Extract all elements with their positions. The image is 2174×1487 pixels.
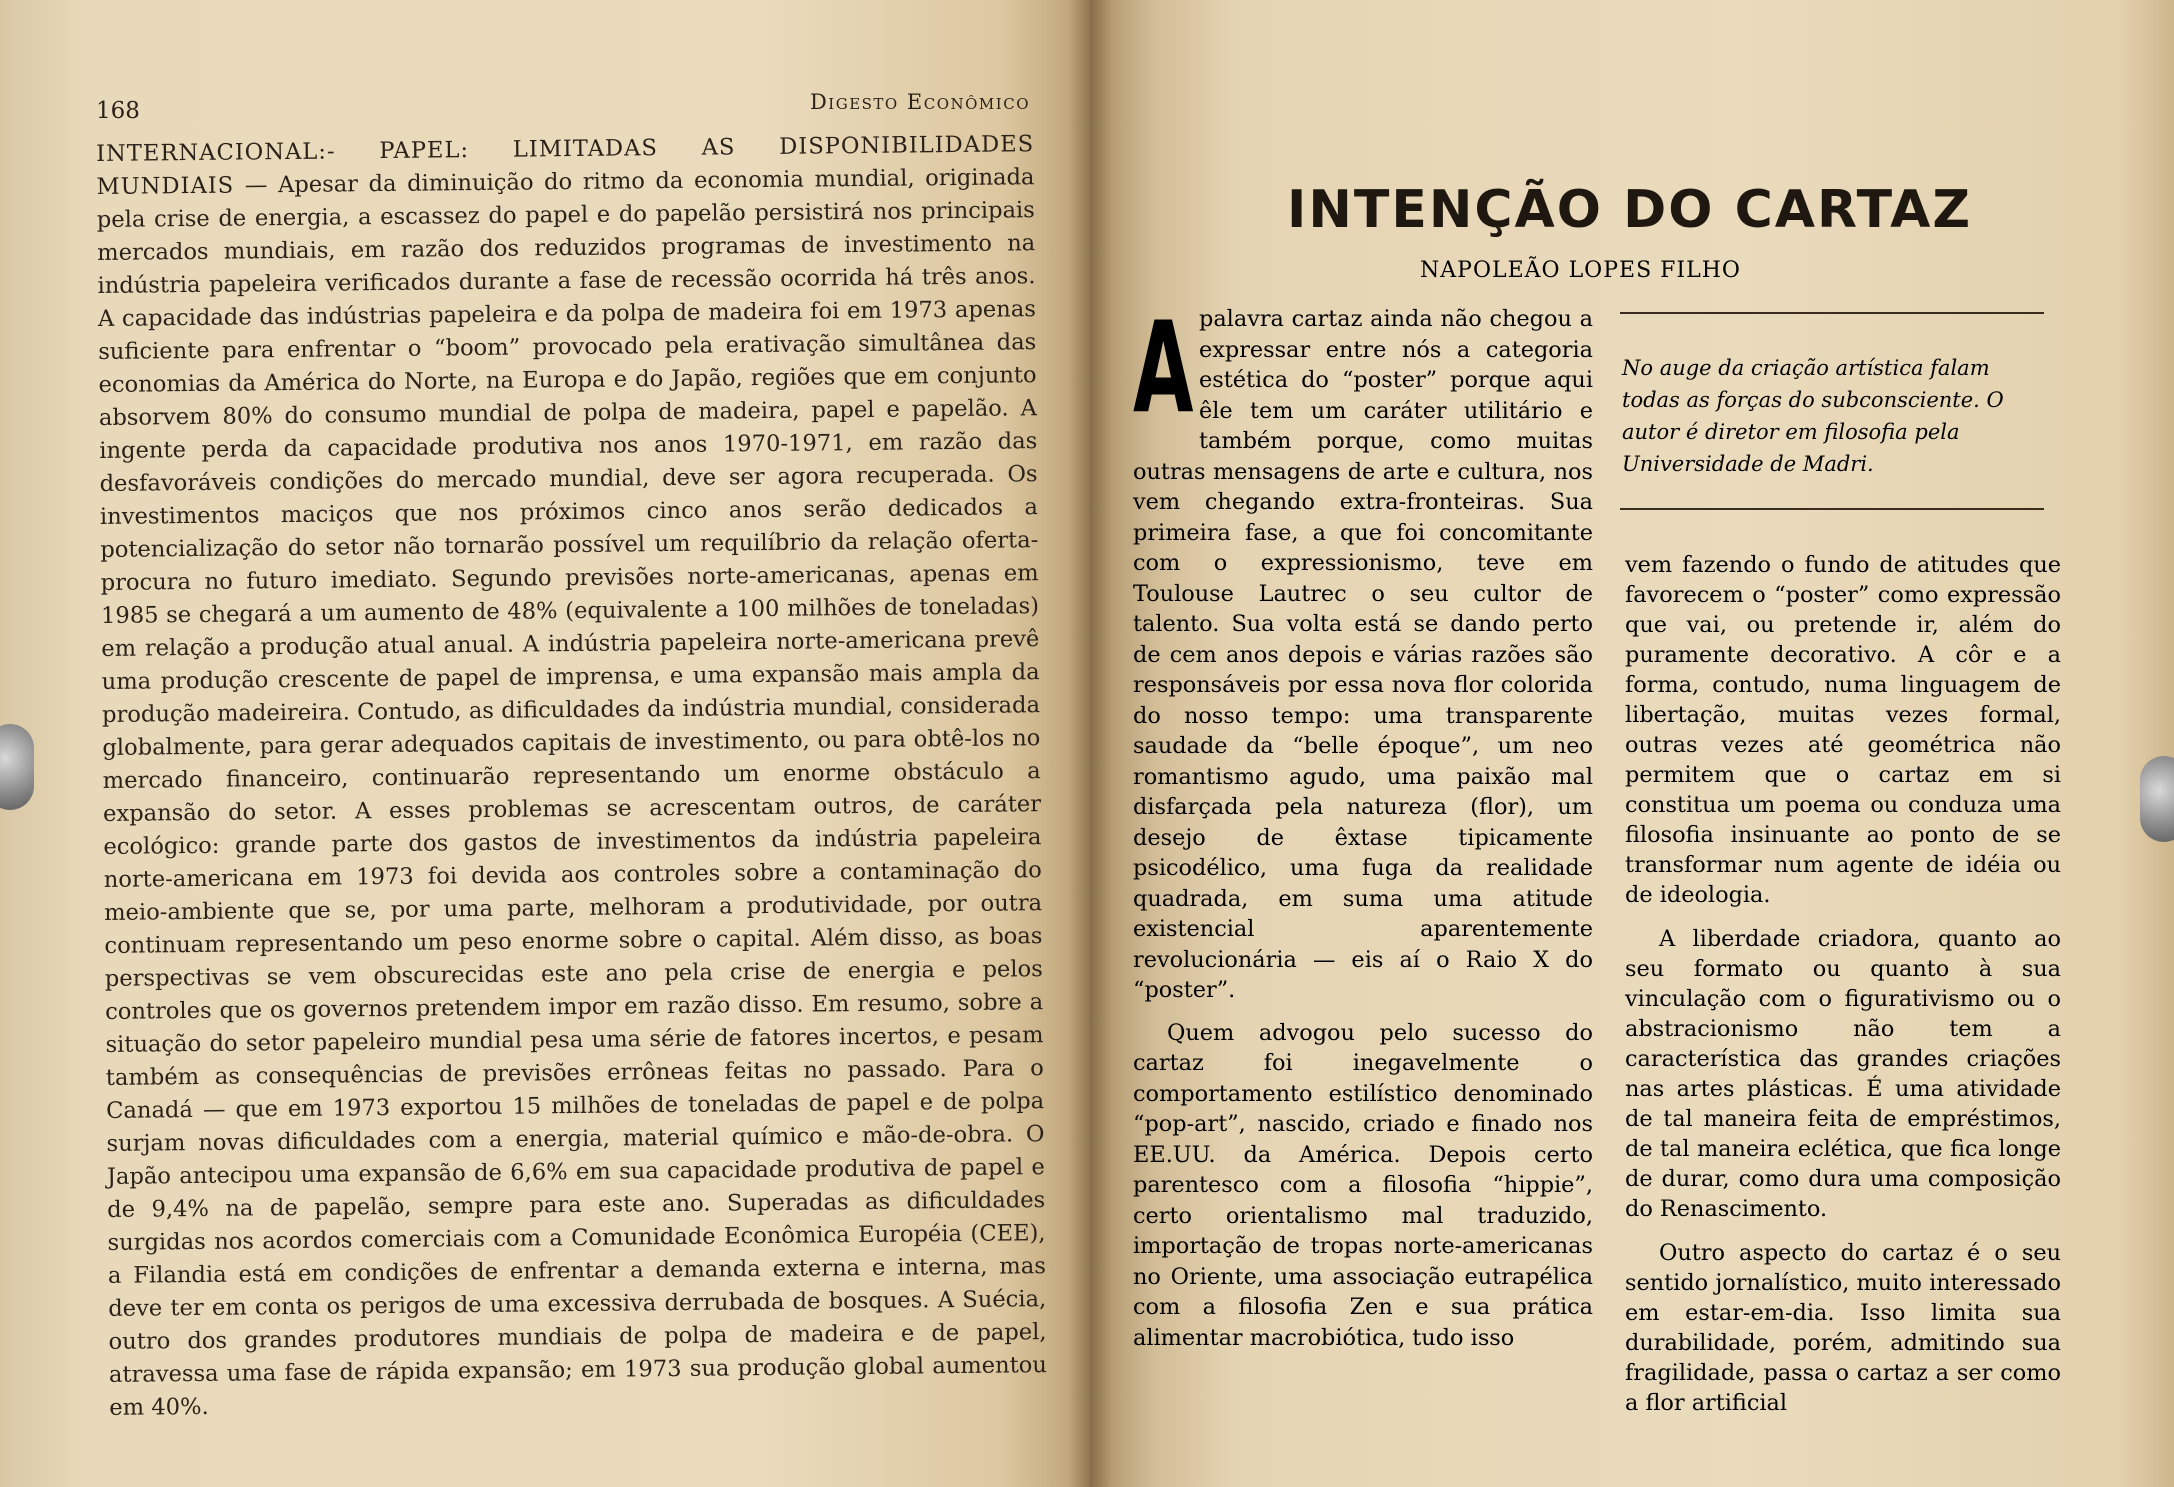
summary-rule-top <box>1620 312 2044 314</box>
summary-rule-bottom <box>1620 508 2044 510</box>
article-paragraph: Outro aspecto do cartaz é o seu sentido jornalístico, muito interessado em estar-em-dia. Isso limita sua durabilidade, porém, admitindo sua fragilidade, passa o cartaz a ser como a flor artificial <box>1625 1240 2061 1416</box>
article-column-1 <box>1133 294 1593 1353</box>
article-title: INTENÇÃO DO CARTAZ <box>1287 180 1973 240</box>
left-article-paragraph <box>96 128 1047 1425</box>
binding-clip <box>2140 756 2174 842</box>
drop-cap: A <box>1133 294 1194 441</box>
running-head: Digesto Econômico <box>809 90 1030 114</box>
page-number: 168 <box>96 98 140 124</box>
paragraph-text: palavra cartaz ainda não chegou a expressar entre nós a categoria estética do “poster” porque aqui êle tem um caráter utilitário e também porque, como muitas outras mensagens de arte e cultura, nos vem chegando extra-fronteiras. Sua primeira fase, a que foi concomitante com o expressionismo, teve em Toulouse Lautrec o seu cultor de talento. Sua volta está se dando perto de cem anos depois e várias razões são responsáveis por essa nova flor colorida do nosso tempo: uma transparente saudade da “belle époque”, um neo romantismo agudo, uma paixão mal disfarçada pela natureza (flor), um desejo de êxtase tipicamente psicodélico, uma fuga da realidade quadrada, em suma uma atitude existencial aparentemente revolucionária — eis aí o Raio X do “poster”. <box>1133 306 1593 1003</box>
left-article-body: — Apesar da diminuição do ritmo da economia mundial, originada pela crise de energia, a escassez do papel e do papelão persistirá nos principais mercados mundiais, em razão dos reduzidos programas de investimento na indústria papeleira verificados durante a fase de recessão ocorrida há três anos. A capacidade das indústrias papeleira e da polpa de madeira foi em 1973 apenas suficiente para enfrentar o “boom” provocado pela erativação simultânea das economias da América do Norte, na Europa e do Japão, regiões que em conjunto absorvem 80% do consumo mundial de polpa de madeira, papel e papelão. A ingente perda da capacidade produtiva nos anos 1970-1971, em razão das desfavoráveis condições do mercado mundial, deve ser agora recuperada. Os investimentos maciços que nos próximos cinco anos serão dedicados a potencialização do setor não tornarão possível um requilíbrio da relação oferta-procura no futuro imediato. Segundo previsões norte-americanas, apenas em 1985 se chegará a um aumento de 48% (equivalente a 100 milhões de toneladas) em relação a produção atual anual. A indústria papeleira norte-americana prevê uma produção crescente de papel de imprensa, e uma expansão mais ampla da produção madeireira. Contudo, as dificuldades da indústria mundial, considerada globalmente, para gerar adequados capitais de investimento, ou para obtê-los no mercado financeiro, continuarão representando um enorme obstáculo a expansão do setor. A esses problemas se acrescentam outros, de caráter ecológico: grande parte dos gastos de investimentos da indústria papeleira norte-americana em 1973 foi devida aos controles sobre a contaminação do meio-ambiente que se, por uma parte, melhoram a produtividade, por outra continuam representando um peso enorme sobre o capital. Além disso, as boas perspectivas se vem obscurecidas este ano pela crise de energia e pelos controles que os governos pretendem impor em razão disso. Em resumo, sobre a situação do setor papeleiro mundial pesa uma série de fatores incertos, e pesam também as consequências de previsões errôneas feitas no passado. Para o Canadá — que em 1973 exportou 15 milhões de toneladas de papel e de polpa surjam novas dificuldades com a energia, material químico e mão-de-obra. O Japão antecipou uma expansão de 6,6% em sua capacidade produtiva de papel e de 9,4% na de papelão, sempre para este ano. Superadas as dificuldades surgidas nos acordos comerciais com a Comunidade Econômica Européia (CEE), a Filandia está em condições de enfrentar a demanda externa e interna, mas deve ter em conta os perigos de uma excessiva derrubada de bosques. A Suécia, outro dos grandes produtores mundiais de polpa de madeira e de papel, atravessa uma fase de rápida expansão; em 1973 sua produção global aumentou em 40%. <box>96 164 1048 1421</box>
section-heading: INTERNACIONAL:- PAPEL: LIMITADAS AS DISPONIBILIDADES MUNDIAIS <box>96 131 1035 200</box>
article-column-2 <box>1625 550 2061 1418</box>
left-article <box>96 128 1047 1425</box>
article-paragraph: A liberdade criadora, quanto ao seu formato ou quanto à sua vinculação com o figurativismo ou o abstracionismo não tem a característica das grandes criações nas artes plásticas. É uma atividade de tal maneira feita de empréstimos, de tal maneira eclética, que fica longe de durar, como dura uma composição do Renascimento. <box>1625 926 2061 1222</box>
article-author: NAPOLEÃO LOPES FILHO <box>1420 258 1741 283</box>
article-paragraph: vem fazendo o fundo de atitudes que favorecem o “poster” como expressão que vai, ou pretende ir, além do puramente decorativo. A côr e a forma, contudo, numa linguagem de libertação, muitas vezes formal, outras vezes até geométrica não permitem que o cartaz em si constitua um poema ou conduza uma filosofia insinuante ao ponto de se transformar num agente de idéia ou de ideologia. <box>1625 552 2061 908</box>
article-summary: No auge da criação artística falam todas as forças do subconsciente. O autor é diretor em filosofia pela Universidade de Madri. <box>1622 356 2004 476</box>
binding-clip <box>0 724 34 810</box>
book-gutter <box>1068 0 1112 1487</box>
article-paragraph: Quem advogou pelo sucesso do cartaz foi inegavelmente o comportamento estilístico denominado “pop-art”, nascido, criado e finado nos EE.UU. da América. Depois certo parentesco com a filosofia “hippie”, certo orientalismo mal traduzido, importação de tropas norte-americanas no Oriente, uma associação eutrapélica com a filosofia Zen e sua prática alimentar macrobiótica, tudo isso <box>1133 1019 1593 1351</box>
article-paragraph <box>1133 294 1593 1006</box>
